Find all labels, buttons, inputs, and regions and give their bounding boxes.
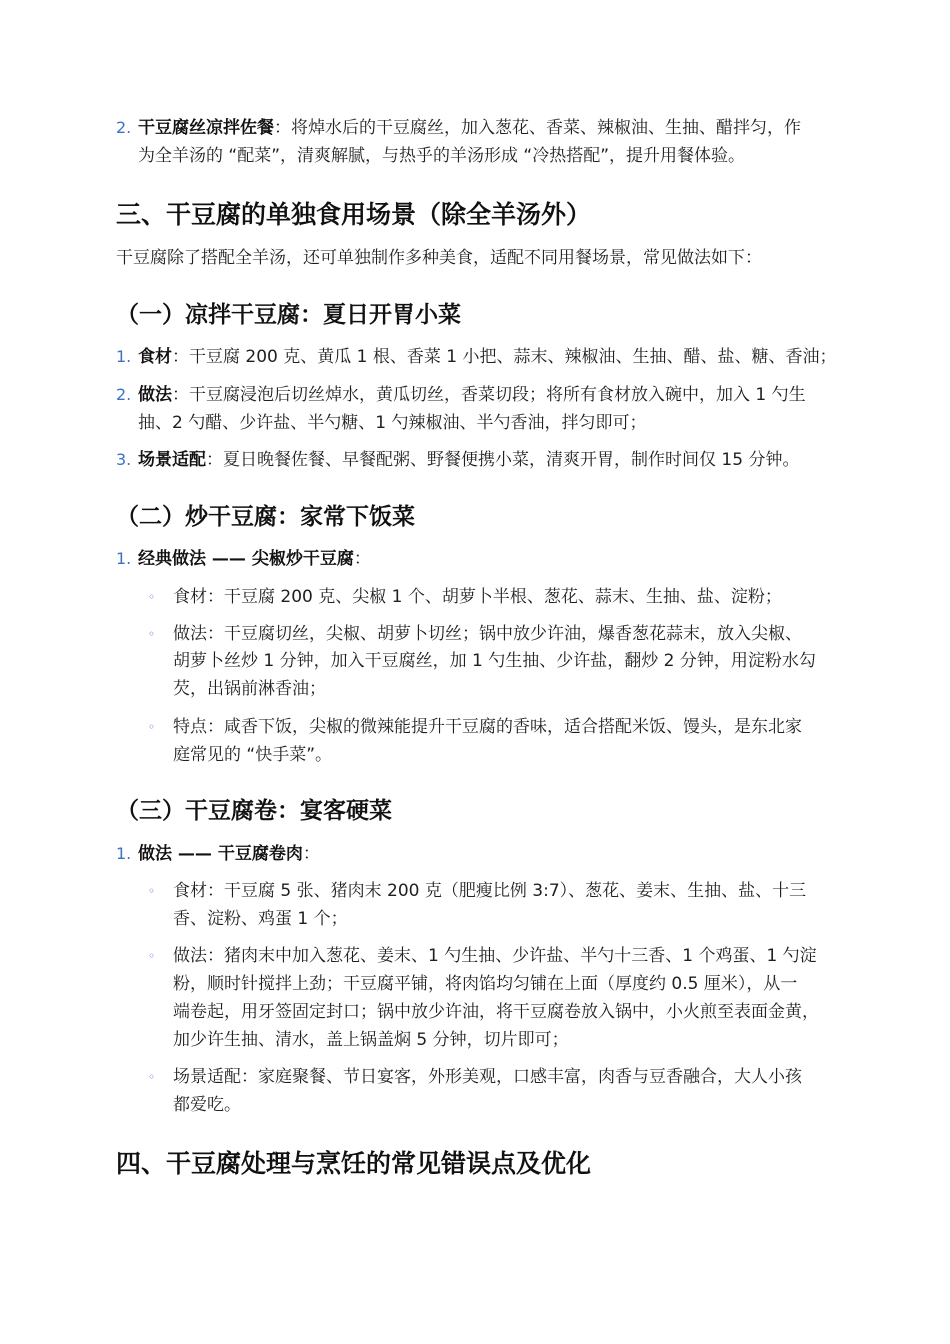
bullet-line: 加少许生抽、清水，盖上锅盖焖 5 分钟，切片即可； xyxy=(173,1030,569,1050)
list-item-line: 干豆腐丝凉拌佐餐：将焯水后的干豆腐丝，加入葱花、香菜、辣椒油、生抽、醋拌匀，作 xyxy=(138,118,801,138)
list-item-line: 做法 —— 干豆腐卷肉： xyxy=(138,844,320,864)
subsection-heading: （二）炒干豆腐：家常下饭菜 xyxy=(116,504,415,530)
item-title: 干豆腐丝凉拌佐餐 xyxy=(138,118,274,138)
list-item-line: 经典做法 —— 尖椒炒干豆腐： xyxy=(138,549,371,569)
bullet-line: 特点：咸香下饭，尖椒的微辣能提升干豆腐的香味，适合搭配米饭、馒头，是东北家 xyxy=(173,717,802,737)
hollow-circle-bullet-icon: ◦ xyxy=(148,627,156,641)
section-heading: 四、干豆腐处理与烹饪的常见错误点及优化 xyxy=(116,1149,592,1178)
bullet-line: 庭常见的 “快手菜”。 xyxy=(173,745,333,765)
list-number: 1. xyxy=(116,549,132,568)
section-intro: 干豆腐除了搭配全羊汤，还可单独制作多种美食，适配不同用餐场景，常见做法如下： xyxy=(116,248,762,268)
hollow-circle-bullet-icon: ◦ xyxy=(148,1070,156,1084)
list-item-line: 做法：干豆腐浸泡后切丝焯水，黄瓜切丝，香菜切段；将所有食材放入碗中，加入 1 勺生 xyxy=(138,385,806,405)
bullet-line: 香、淀粉、鸡蛋 1 个； xyxy=(173,909,348,929)
list-number: 1. xyxy=(116,844,132,863)
bullet-line: 场景适配：家庭聚餐、节日宴客，外形美观，口感丰富，肉香与豆香融合，大人小孩 xyxy=(173,1067,802,1087)
hollow-circle-bullet-icon: ◦ xyxy=(148,884,156,898)
section-heading: 三、干豆腐的单独食用场景（除全羊汤外） xyxy=(116,200,592,229)
list-number: 3. xyxy=(116,450,132,469)
list-item-line: 食材：干豆腐 200 克、黄瓜 1 根、香菜 1 小把、蒜末、辣椒油、生抽、醋、盐、糖、香油； xyxy=(138,347,837,367)
list-item-line: 抽、2 勺醋、少许盐、半勺糖、1 勺辣椒油、半勺香油，拌匀即可； xyxy=(138,413,647,433)
subsection-heading: （一）凉拌干豆腐：夏日开胃小菜 xyxy=(116,302,461,328)
bullet-line: 都爱吃。 xyxy=(173,1095,241,1115)
bullet-line: 食材：干豆腐 200 克、尖椒 1 个、胡萝卜半根、葱花、蒜末、生抽、盐、淀粉； xyxy=(173,587,782,607)
list-item-line: 场景适配：夏日晚餐佐餐、早餐配粥、野餐便携小菜，清爽开胃，制作时间仅 15 分钟。 xyxy=(138,450,800,470)
bullet-line: 胡萝卜丝炒 1 分钟，加入干豆腐丝，加 1 勺生抽、少许盐，翻炒 2 分钟，用淀粉水勾 xyxy=(173,651,816,671)
subsection-heading: （三）干豆腐卷：宴客硬菜 xyxy=(116,798,392,824)
hollow-circle-bullet-icon: ◦ xyxy=(148,720,156,734)
list-item-line: 为全羊汤的 “配菜”，清爽解腻，与热乎的羊汤形成 “冷热搭配”，提升用餐体验。 xyxy=(138,146,746,166)
bullet-line: 粉，顺时针搅拌上劲；干豆腐平铺，将肉馅均匀铺在上面（厚度约 0.5 厘米），从一 xyxy=(173,974,798,994)
bullet-line: 做法：猪肉末中加入葱花、姜末、1 勺生抽、少许盐、半勺十三香、1 个鸡蛋、1 勺淀 xyxy=(173,946,817,966)
bullet-line: 做法：干豆腐切丝，尖椒、胡萝卜切丝；锅中放少许油，爆香葱花蒜末，放入尖椒、 xyxy=(173,624,802,644)
hollow-circle-bullet-icon: ◦ xyxy=(148,590,156,604)
bullet-line: 端卷起，用牙签固定封口；锅中放少许油，将干豆腐卷放入锅中，小火煎至表面金黄， xyxy=(173,1002,819,1022)
hollow-circle-bullet-icon: ◦ xyxy=(148,949,156,963)
list-number: 2. xyxy=(116,385,132,404)
bullet-line: 芡，出锅前淋香油； xyxy=(173,679,326,699)
list-number: 1. xyxy=(116,347,132,366)
bullet-line: 食材：干豆腐 5 张、猪肉末 200 克（肥瘦比例 3:7）、葱花、姜末、生抽、盐、十三 xyxy=(173,881,807,901)
list-number: 2. xyxy=(116,118,132,137)
